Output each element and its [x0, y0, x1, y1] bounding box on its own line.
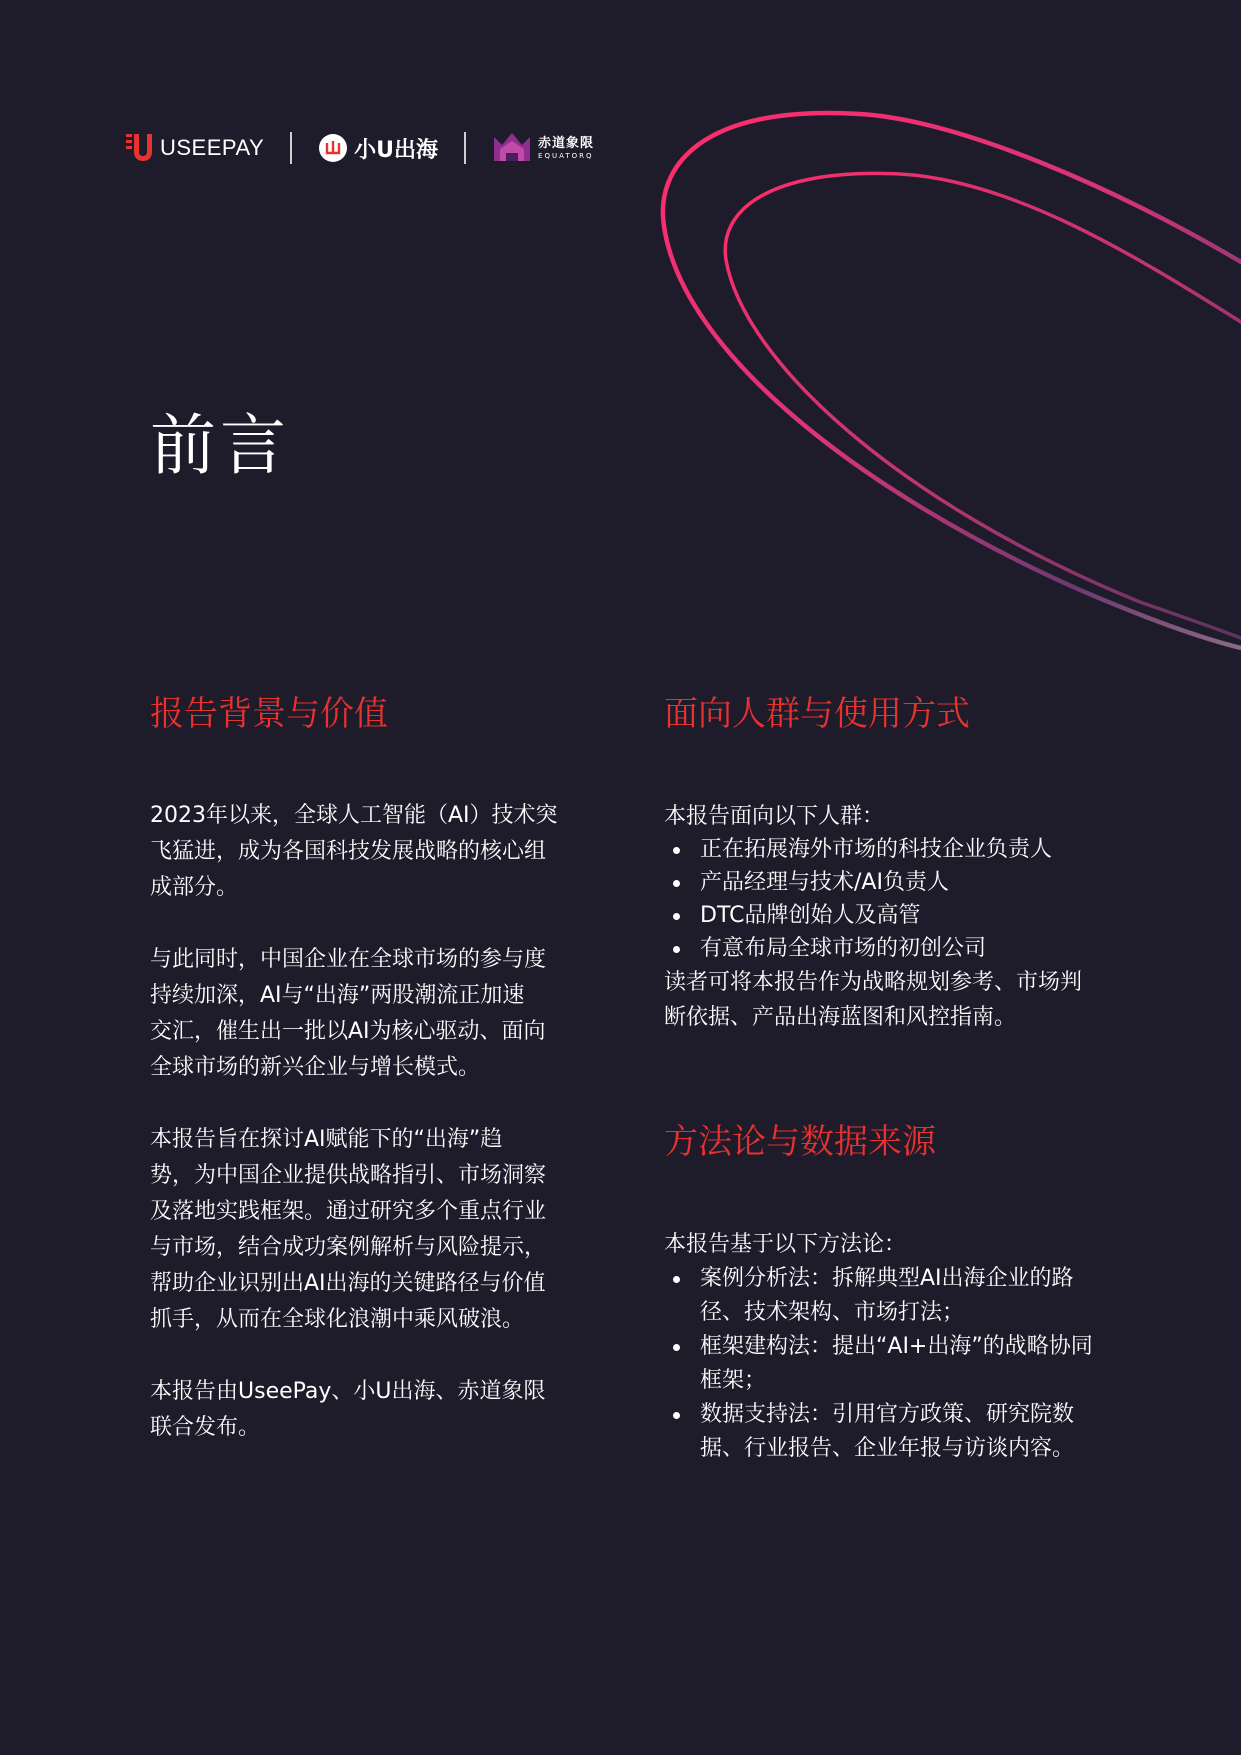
background-body	[150, 798, 600, 1446]
equator-en-name: EQUATORQ	[538, 151, 594, 160]
logo-bar	[126, 128, 594, 168]
text-line: 成部分。	[150, 875, 239, 900]
text-line: 2023年以来，全球人工智能（AI）技术突	[150, 803, 558, 828]
useepay-logo	[126, 132, 264, 164]
text-line: 交汇，催生出一批以AI为核心驱动、面向	[150, 1019, 546, 1044]
audience-list	[664, 833, 1134, 965]
audience-intro: 本报告面向以下人群：	[664, 804, 885, 829]
list-item	[664, 1262, 1134, 1330]
text-line: 持续加深，AI与“出海”两股潮流正加速	[150, 983, 525, 1008]
text-line: 全球市场的新兴企业与增长模式。	[150, 1055, 481, 1080]
useepay-mark-icon	[126, 132, 156, 164]
text-line: 及落地实践框架。通过研究多个重点行业	[150, 1199, 547, 1224]
equator-logo	[492, 131, 594, 165]
text-line: 飞猛进，成为各国科技发展战略的核心组	[150, 839, 547, 864]
text-line: 数据支持法：引用官方政策、研究院数	[700, 1402, 1075, 1427]
text-line: 本报告由UseePay、小U出海、赤道象限	[150, 1379, 546, 1404]
text-line: 联合发布。	[150, 1415, 261, 1440]
xiaou-mark-icon	[318, 133, 348, 163]
text-line: 本报告旨在探讨AI赋能下的“出海”趋	[150, 1127, 503, 1152]
methodology-list	[664, 1262, 1134, 1466]
audience-outro	[664, 965, 1134, 1035]
equator-wordmark	[538, 137, 594, 160]
equator-cn-name: 赤道象限	[538, 135, 595, 151]
list-item	[664, 1398, 1134, 1466]
list-item	[664, 1330, 1134, 1398]
text-line: 与此同时，中国企业在全球市场的参与度	[150, 947, 547, 972]
inner-arc	[725, 173, 1241, 638]
list-item: DTC品牌创始人及高管	[664, 899, 1134, 932]
text-line: 框架建构法：提出“AI+出海”的战略协同	[700, 1334, 1093, 1359]
equator-mark-icon	[492, 131, 532, 165]
useepay-wordmark: USEEPAY	[160, 135, 265, 160]
text-line: 径、技术架构、市场打法；	[700, 1300, 965, 1325]
xiaou-wordmark: 小U出海	[354, 137, 439, 163]
text-line: 势，为中国企业提供战略指引、市场洞察	[150, 1163, 547, 1188]
outer-arc	[663, 113, 1241, 648]
text-line: 与市场，结合成功案例解析与风险提示，	[150, 1235, 547, 1260]
background-paragraph	[150, 798, 600, 906]
text-line: 据、行业报告、企业年报与访谈内容。	[700, 1436, 1075, 1461]
text-line: 断依据、产品出海蓝图和风控指南。	[664, 1005, 1017, 1030]
page-title: 前言	[150, 407, 290, 484]
background-paragraph	[150, 1374, 600, 1446]
background-heading: 报告背景与价值	[150, 694, 388, 734]
methodology-body	[664, 1228, 1134, 1466]
text-line: 案例分析法：拆解典型AI出海企业的路	[700, 1266, 1074, 1291]
xiaou-logo	[318, 133, 438, 164]
list-item: 产品经理与技术/AI负责人	[664, 866, 1134, 899]
text-line: 读者可将本报告作为战略规划参考、市场判	[664, 970, 1083, 995]
logo-divider	[290, 132, 292, 164]
audience-body	[664, 800, 1134, 1035]
text-line: 帮助企业识别出AI出海的关键路径与价值	[150, 1271, 546, 1296]
logo-divider	[464, 132, 466, 164]
text-line: 抓手，从而在全球化浪潮中乘风破浪。	[150, 1307, 525, 1332]
background-paragraph	[150, 1122, 600, 1338]
list-item: 有意布局全球市场的初创公司	[664, 932, 1134, 965]
list-item: 正在拓展海外市场的科技企业负责人	[664, 833, 1134, 866]
methodology-heading: 方法论与数据来源	[664, 1122, 936, 1162]
methodology-intro: 本报告基于以下方法论：	[664, 1232, 907, 1257]
text-line: 框架；	[700, 1368, 767, 1393]
audience-heading: 面向人群与使用方式	[664, 694, 970, 734]
background-paragraph	[150, 942, 600, 1086]
